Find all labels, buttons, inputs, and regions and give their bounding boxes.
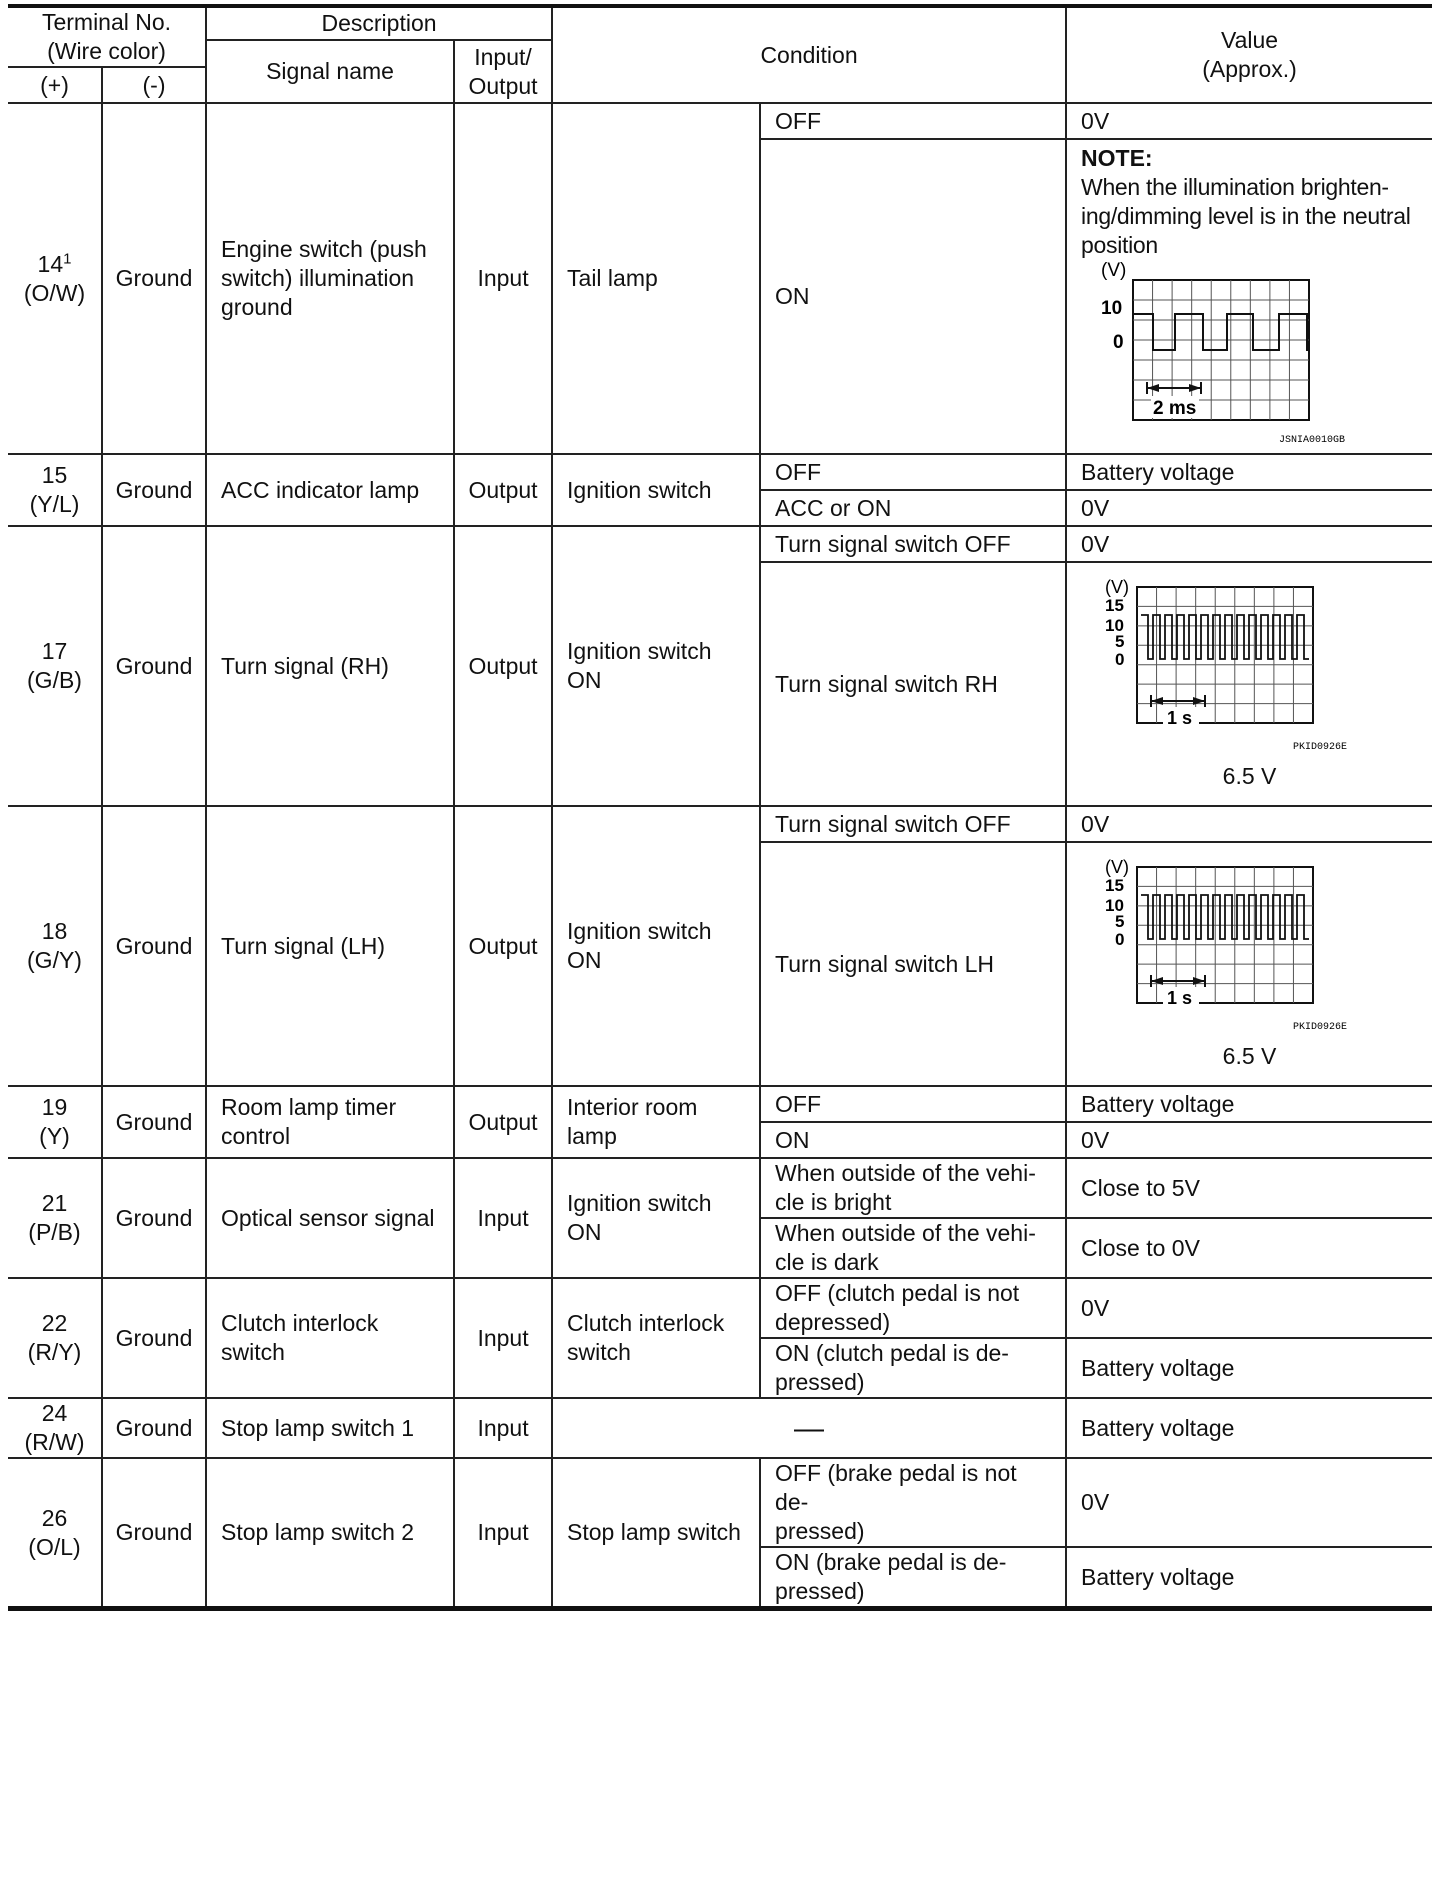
io-type: Input (454, 1278, 552, 1398)
scope-y-tick: 15 (1104, 596, 1124, 615)
condition-sub (760, 1218, 1066, 1278)
minus-terminal: Ground (102, 1158, 206, 1278)
condition-line: ON (567, 1219, 602, 1245)
condition-line: cle is bright (775, 1189, 892, 1215)
minus-terminal: Ground (102, 1278, 206, 1398)
table-row (8, 1458, 1432, 1547)
table-row (8, 1158, 1432, 1218)
value-cell: 0V (1066, 103, 1432, 139)
wire-color: (O/L) (28, 1533, 81, 1560)
signal-line: switch) illumination (221, 265, 415, 291)
condition-sub (760, 1278, 1066, 1338)
condition-sub: ON (760, 1122, 1066, 1158)
terminal-number (8, 454, 102, 526)
figure-ref-code: JSNIA0010GB (1279, 435, 1346, 446)
condition-sub: Turn signal switch LH (760, 842, 1066, 1086)
value-cell: Battery voltage (1066, 1398, 1432, 1458)
condition-main (552, 806, 760, 1086)
signal-line: control (221, 1123, 291, 1149)
value-header-label: Value (1220, 27, 1279, 53)
scope-x-label: 2 ms (1153, 398, 1197, 419)
table-row (8, 103, 1432, 139)
terminal-18: 18 (41, 918, 68, 944)
condition-line: OFF (clutch pedal is not (775, 1280, 1020, 1306)
condition-main (552, 1158, 760, 1278)
terminal-21: 21 (41, 1190, 68, 1216)
condition-sub (760, 1547, 1066, 1609)
value-cell: 0V (1066, 1278, 1432, 1338)
terminal-19: 19 (41, 1094, 68, 1120)
condition-main (552, 1086, 760, 1158)
note-line: position (1081, 232, 1158, 258)
io-header-input: Input/ (474, 43, 532, 70)
scope-y-tick: 10 (1101, 298, 1123, 319)
scope-y-unit: (V) (1104, 857, 1129, 877)
signal-name: Optical sensor signal (206, 1158, 454, 1278)
terminal-24: 24 (41, 1400, 68, 1426)
signal-name-header: Signal name (206, 40, 454, 103)
note-line: ing/dimming level is in the neutral (1081, 203, 1411, 229)
terminal-header-label: Terminal No. (41, 9, 172, 35)
condition-sub (760, 1158, 1066, 1218)
wire-color-header-label: (Wire color) (47, 38, 166, 64)
signal-line: switch (221, 1339, 285, 1365)
signal-name: ACC indicator lamp (206, 454, 454, 526)
minus-terminal: Ground (102, 806, 206, 1086)
scope-time-marker (1151, 975, 1205, 987)
terminal-number (8, 1086, 102, 1158)
oscilloscope-waveform-turn-rh (1085, 577, 1415, 753)
table-row (8, 1086, 1432, 1122)
wire-color: (P/B) (28, 1219, 81, 1245)
value-cell: 0V (1066, 1122, 1432, 1158)
io-type: Output (454, 1086, 552, 1158)
condition-main: Tail lamp (552, 103, 760, 454)
value-cell: Battery voltage (1066, 1086, 1432, 1122)
minus-terminal: Ground (102, 526, 206, 806)
table-row (8, 526, 1432, 562)
condition-main (552, 526, 760, 806)
minus-header: (-) (102, 67, 206, 103)
condition-line: pressed) (775, 1369, 865, 1395)
figure-ref-code: PKID0926E (1292, 742, 1347, 753)
condition-sub: Turn signal switch RH (760, 562, 1066, 806)
io-type: Input (454, 1158, 552, 1278)
terminal-number (8, 526, 102, 806)
condition-line: Ignition switch (567, 1190, 712, 1216)
scope-trace (1133, 314, 1309, 350)
scope-y-tick: 5 (1114, 912, 1124, 931)
minus-terminal: Ground (102, 1458, 206, 1609)
value-cell: 0V (1066, 526, 1432, 562)
signal-line: Engine switch (push (221, 236, 427, 262)
signal-line: Room lamp timer (221, 1094, 397, 1120)
terminal-table (8, 4, 1432, 1611)
io-type: Input (454, 1398, 552, 1458)
condition-line: cle is dark (775, 1249, 879, 1275)
signal-name: Stop lamp switch 2 (206, 1458, 454, 1609)
wire-color: (R/Y) (27, 1339, 82, 1365)
terminal-17: 17 (41, 638, 68, 664)
wire-color: (G/Y) (27, 947, 82, 973)
wire-color: (G/B) (27, 667, 82, 693)
io-type: Output (454, 454, 552, 526)
condition-line: Clutch interlock (567, 1310, 725, 1336)
condition-main (552, 1278, 760, 1398)
terminal-spec-sheet (8, 4, 1432, 1874)
condition-sub (760, 1458, 1066, 1547)
condition-line: pressed) (775, 1518, 865, 1544)
table-row (8, 1278, 1432, 1338)
terminal-number (8, 1458, 102, 1609)
footnote-mark: 1 (63, 249, 72, 267)
note-line: When the illumination brighten- (1081, 174, 1389, 200)
condition-none: — (552, 1398, 1066, 1458)
minus-terminal: Ground (102, 1398, 206, 1458)
condition-line: When outside of the vehi- (775, 1220, 1036, 1246)
scope-y-tick: 10 (1104, 896, 1124, 915)
value-cell: Battery voltage (1066, 454, 1432, 490)
terminal-15: 15 (41, 462, 68, 488)
condition-line: ON (brake pedal is de- (775, 1549, 1007, 1575)
condition-line: OFF (brake pedal is not de- (775, 1460, 1017, 1515)
scope-time-marker (1147, 382, 1201, 394)
signal-name: Turn signal (LH) (206, 806, 454, 1086)
scope-x-label: 1 s (1166, 988, 1192, 1008)
condition-sub: Turn signal switch OFF (760, 806, 1066, 842)
signal-line: ground (221, 294, 293, 320)
note-title: NOTE: (1081, 145, 1153, 171)
condition-sub: OFF (760, 103, 1066, 139)
condition-line: lamp (567, 1123, 617, 1149)
value-cell: 0V (1066, 490, 1432, 526)
condition-main: Ignition switch (552, 454, 760, 526)
scope-x-label: 1 s (1166, 708, 1192, 728)
terminal-number (8, 806, 102, 1086)
description-header: Description (206, 6, 552, 40)
io-type: Output (454, 526, 552, 806)
value-label: 6.5 V (1222, 763, 1277, 789)
scope-trace (1141, 895, 1309, 939)
terminal-header (8, 6, 206, 67)
value-cell: Battery voltage (1066, 1547, 1432, 1609)
table-row (8, 806, 1432, 842)
condition-line: ON (567, 667, 602, 693)
wire-color: (Y/L) (29, 491, 80, 517)
io-header (454, 40, 552, 103)
condition-sub (760, 1338, 1066, 1398)
note-block (1081, 144, 1418, 260)
wire-color: (R/W) (24, 1429, 85, 1455)
minus-terminal: Ground (102, 103, 206, 454)
io-type: Input (454, 103, 552, 454)
io-header-output: Output (468, 72, 538, 99)
figure-ref-code: PKID0926E (1292, 1022, 1347, 1033)
minus-terminal: Ground (102, 454, 206, 526)
condition-sub: OFF (760, 454, 1066, 490)
plus-header: (+) (8, 67, 102, 103)
terminal-number (8, 103, 102, 454)
table-row (8, 454, 1432, 490)
terminal-14: 14 (37, 250, 64, 277)
signal-name (206, 1086, 454, 1158)
condition-line: switch (567, 1339, 631, 1365)
header-row-1 (8, 6, 1432, 40)
value-cell: 0V (1066, 1458, 1432, 1547)
signal-name: Stop lamp switch 1 (206, 1398, 454, 1458)
scope-y-tick: 15 (1104, 876, 1124, 895)
value-cell (1066, 139, 1432, 454)
condition-line: pressed) (775, 1578, 865, 1604)
condition-sub: ON (760, 139, 1066, 454)
wire-color: (Y) (39, 1123, 70, 1149)
condition-sub: ACC or ON (760, 490, 1066, 526)
value-cell (1066, 842, 1432, 1086)
condition-line: ON (567, 947, 602, 973)
scope-y-unit: (V) (1101, 260, 1127, 281)
terminal-22: 22 (41, 1310, 68, 1336)
condition-main: Stop lamp switch (552, 1458, 760, 1609)
terminal-number (8, 1398, 102, 1458)
signal-name (206, 103, 454, 454)
value-cell: Close to 5V (1066, 1158, 1432, 1218)
minus-terminal: Ground (102, 1086, 206, 1158)
condition-sub: OFF (760, 1086, 1066, 1122)
approx-header-label: (Approx.) (1202, 56, 1297, 82)
wire-color: (O/W) (23, 279, 86, 306)
signal-name (206, 1278, 454, 1398)
condition-line: When outside of the vehi- (775, 1160, 1036, 1186)
scope-y-tick: 5 (1114, 632, 1124, 651)
terminal-number (8, 1158, 102, 1278)
scope-y-tick: 0 (1114, 650, 1124, 669)
io-type: Input (454, 1458, 552, 1609)
scope-y-tick: 0 (1113, 332, 1124, 353)
io-type: Output (454, 806, 552, 1086)
value-cell: 0V (1066, 806, 1432, 842)
oscilloscope-waveform-illumination (1081, 260, 1411, 446)
condition-header: Condition (552, 6, 1066, 103)
value-cell: Battery voltage (1066, 1338, 1432, 1398)
condition-line: depressed) (775, 1309, 891, 1335)
condition-line: Ignition switch (567, 918, 712, 944)
condition-line: Ignition switch (567, 638, 712, 664)
oscilloscope-waveform-turn-lh (1085, 857, 1415, 1033)
signal-line: Clutch interlock (221, 1310, 379, 1336)
condition-line: ON (clutch pedal is de- (775, 1340, 1009, 1366)
scope-y-unit: (V) (1104, 577, 1129, 597)
scope-time-marker (1151, 695, 1205, 707)
condition-sub: Turn signal switch OFF (760, 526, 1066, 562)
value-header (1066, 6, 1432, 103)
scope-y-tick: 10 (1104, 616, 1124, 635)
terminal-26: 26 (41, 1504, 68, 1531)
scope-y-tick: 0 (1114, 930, 1124, 949)
value-cell: Close to 0V (1066, 1218, 1432, 1278)
terminal-number (8, 1278, 102, 1398)
value-cell (1066, 562, 1432, 806)
table-row (8, 1398, 1432, 1458)
value-label: 6.5 V (1222, 1043, 1277, 1069)
signal-name: Turn signal (RH) (206, 526, 454, 806)
scope-trace (1141, 615, 1309, 659)
condition-line: Interior room (567, 1094, 698, 1120)
